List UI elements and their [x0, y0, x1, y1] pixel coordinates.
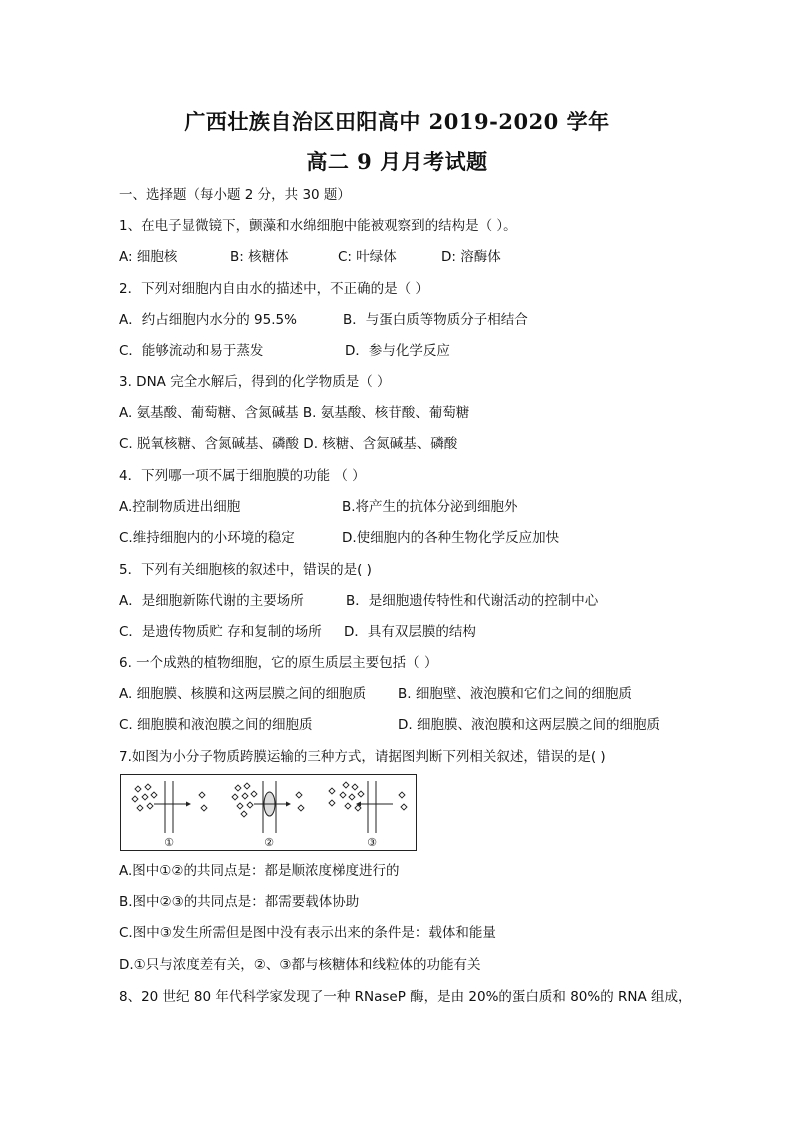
question-5-option-a: A．是细胞新陈代谢的主要场所	[119, 593, 304, 609]
question-4-option-a: A.控制物质进出细胞	[119, 499, 241, 515]
question-7-option-c: C.图中③发生所需但是图中没有表示出来的条件是：载体和能量	[119, 925, 496, 941]
question-3-stem: 3. DNA 完全水解后，得到的化学物质是（ ）	[119, 374, 391, 390]
question-2-option-b: B．与蛋白质等物质分子相结合	[343, 312, 528, 328]
panel-1-diagram	[132, 781, 207, 833]
figure-label-1: ①	[164, 836, 174, 849]
question-2-option-d: D．参与化学反应	[345, 343, 450, 359]
figure-label-2: ②	[264, 836, 274, 849]
question-8-stem: 8、20 世纪 80 年代科学家发现了一种 RNaseP 酶，是由 20%的蛋白质和 80%的 RNA 组成，	[119, 989, 692, 1005]
membrane-transport-figure	[120, 774, 417, 851]
panel-2-diagram	[232, 781, 304, 833]
question-5-option-d: D．具有双层膜的结构	[344, 624, 476, 640]
section-heading: 一、选择题（每小题 2 分，共 30 题）	[119, 187, 351, 203]
question-4-option-c: C.维持细胞内的小环境的稳定	[119, 530, 295, 546]
question-1-option-a: A: 细胞核	[119, 249, 178, 265]
question-1-option-d: D: 溶酶体	[441, 249, 501, 265]
figure-label-3: ③	[367, 836, 377, 849]
question-7-option-b: B.图中②③的共同点是：都需要载体协助	[119, 894, 360, 910]
question-4-option-d: D.使细胞内的各种生物化学反应加快	[342, 530, 560, 546]
question-5-option-b: B．是细胞遗传特性和代谢活动的控制中心	[346, 593, 599, 609]
question-4-stem: 4．下列哪一项不属于细胞膜的功能 （ ）	[119, 468, 366, 484]
question-6-option-d: D. 细胞膜、液泡膜和这两层膜之间的细胞质	[398, 717, 660, 733]
question-7-stem: 7.如图为小分子物质跨膜运输的三种方式，请据图判断下列相关叙述，错误的是( )	[119, 749, 606, 765]
question-6-option-b: B. 细胞壁、液泡膜和它们之间的细胞质	[398, 686, 632, 702]
question-7-option-d: D.①只与浓度差有关，②、③都与核糖体和线粒体的功能有关	[119, 957, 481, 973]
question-1-option-b: B: 核糖体	[230, 249, 289, 265]
question-6-option-c: C. 细胞膜和液泡膜之间的细胞质	[119, 717, 313, 733]
question-4-option-b: B.将产生的抗体分泌到细胞外	[342, 499, 518, 515]
question-6-option-a: A. 细胞膜、核膜和这两层膜之间的细胞质	[119, 686, 367, 702]
question-6-stem: 6. 一个成熟的植物细胞，它的原生质层主要包括（ ）	[119, 655, 438, 671]
question-5-stem: 5．下列有关细胞核的叙述中，错误的是( )	[119, 562, 372, 578]
question-5-option-c: C．是遗传物质贮 存和复制的场所	[119, 624, 322, 640]
question-3-options-cd: C. 脱氧核糖、含氮碱基、磷酸 D. 核糖、含氮碱基、磷酸	[119, 436, 458, 452]
question-2-option-c: C．能够流动和易于蒸发	[119, 343, 264, 359]
question-2-stem: 2．下列对细胞内自由水的描述中，不正确的是（ ）	[119, 281, 429, 297]
question-7-option-a: A.图中①②的共同点是：都是顺浓度梯度进行的	[119, 863, 400, 879]
exam-title-line1: 广西壮族自治区田阳高中 2019-2020 学年	[184, 109, 610, 134]
question-2-option-a: A．约占细胞内水分的 95.5%	[119, 312, 297, 328]
exam-title-line2: 高二 9 月月考试题	[306, 149, 488, 174]
panel-3-diagram	[329, 781, 407, 833]
question-1-stem: 1、在电子显微镜下，颤藻和水绵细胞中能被观察到的结构是（ ）。	[119, 218, 517, 234]
question-3-options-ab: A. 氨基酸、葡萄糖、含氮碱基 B. 氨基酸、核苷酸、葡萄糖	[119, 405, 470, 421]
question-1-option-c: C: 叶绿体	[338, 249, 397, 265]
